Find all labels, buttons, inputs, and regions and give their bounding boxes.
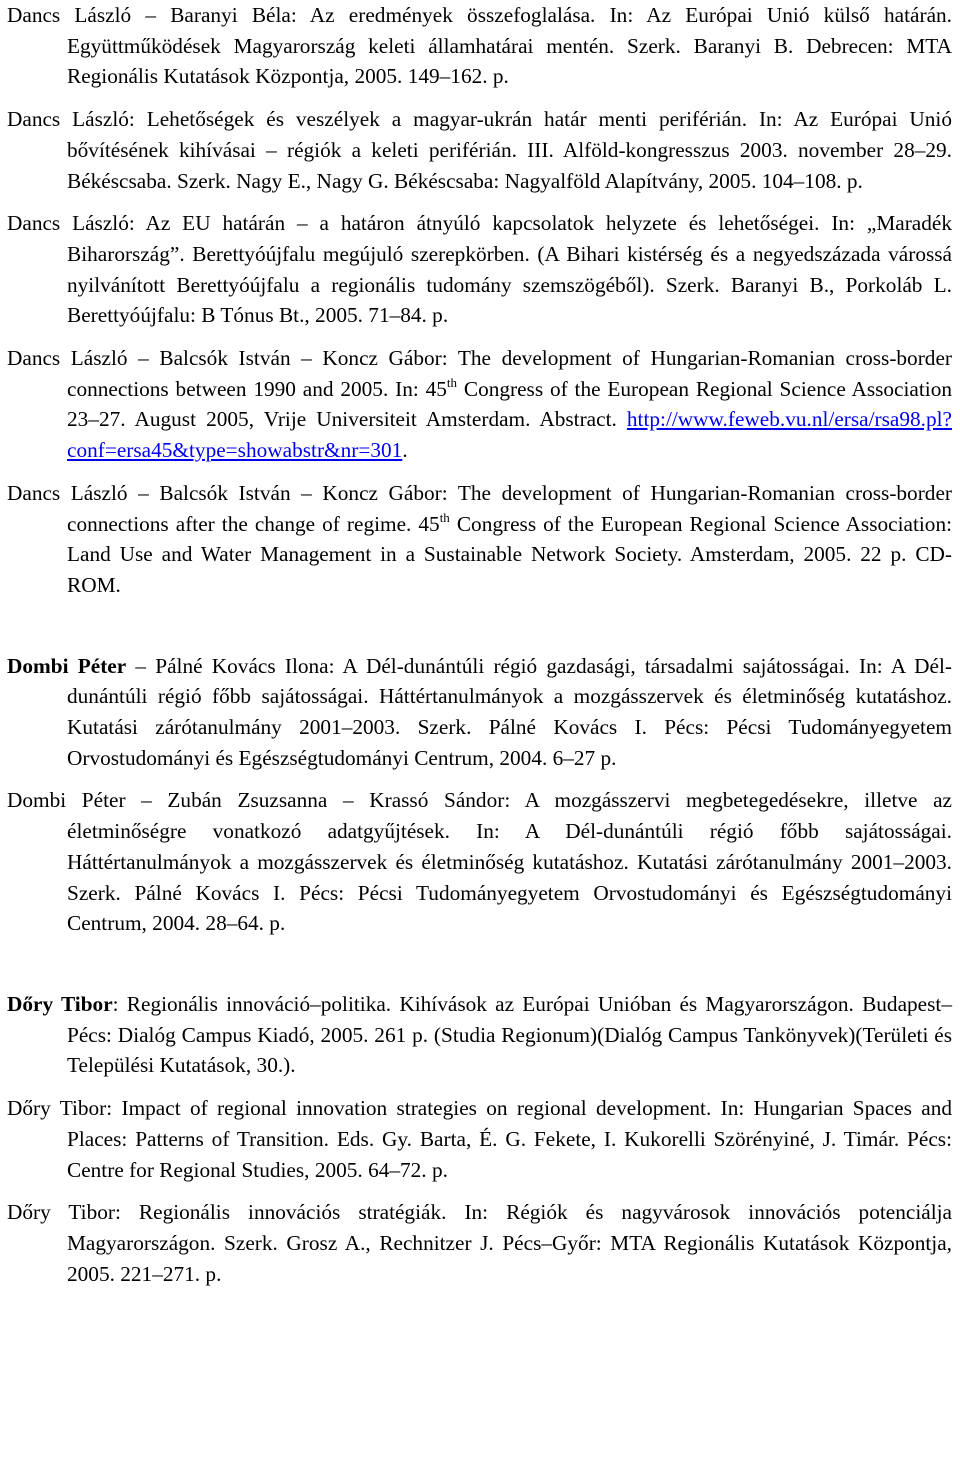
reference-text: – Pálné Kovács Ilona: A Dél-dunántúli régió gazdasági, társadalmi sajátosságai. In: A Dél-dunántúli régió főbb sajátosságai. Háttértanulmányok a mozgásszervek és életminőség kutatáshoz. Kutatási zárótanulmány 2001–2003. Szerk. Pálné Kovács I. Pécs: Pécsi Tudományegyetem Orvostudományi és Egészségtudományi Centrum, 2004. 6–27 p. xyxy=(67,653,952,770)
reference-text: : Regionális innováció–politika. Kihívások az Európai Unióban és Magyarországon. Budapest–Pécs: Dialóg Campus Kiadó, 2005. 261 p. (Studia Regionum)(Dialóg Campus Tankönyvek)(Területi és Települési Kutatások, 30.). xyxy=(67,991,952,1078)
reference-entry xyxy=(7,1093,952,1185)
reference-text: Congress of the European Regional Science Association 23–27. August 2005, Vrije Universiteit Amsterdam. Abstract. xyxy=(67,376,952,432)
reference-link[interactable]: http://www.feweb.vu.nl/ersa/rsa98.pl?conf=ersa45&type=showabstr&nr=301 xyxy=(67,407,952,463)
reference-entry xyxy=(7,651,952,774)
ordinal-superscript: th xyxy=(439,509,450,525)
reference-entry xyxy=(7,785,952,939)
reference-text: Dancs László – Baranyi Béla: Az eredmények összefoglalása. In: Az Európai Unió külső határán. Együttműködések Magyarország keleti államhatárai mentén. Szerk. Baranyi B. Debrecen: MTA Regionális Kutatások Központja, 2005. 149–162. p. xyxy=(7,3,952,89)
reference-entry xyxy=(7,0,952,92)
reference-text: Dancs László: Az EU határán – a határon átnyúló kapcsolatok helyzete és lehetőségei. In: „Maradék Biharország”. Berettyóújfalu megújuló szerepkörben. (A Bihari kistérség és a negyedszázada várossá nyilvánított Berettyóújfalu a regionális tudomány szemszögéből). Szerk. Baranyi B., Porkoláb L. Berettyóújfalu: B Tónus Bt., 2005. 71–84. p. xyxy=(7,211,952,328)
reference-entry xyxy=(7,1197,952,1289)
reference-entry xyxy=(7,208,952,331)
reference-entry xyxy=(7,343,952,466)
author-name: Dőry Tibor xyxy=(7,991,113,1016)
ordinal-superscript: th xyxy=(446,374,458,390)
reference-text: Congress of the European Regional Science Association: Land Use and Water Management in a Sustainable Network Society. Amsterdam, 2005. 22 p. CD-ROM. xyxy=(67,511,953,597)
reference-text: Dancs László – Balcsók István – Koncz Gábor: The development of Hungarian-Romanian cross-border connections after the change of regime. 45 xyxy=(7,480,952,536)
reference-text: Dőry Tibor: Regionális innovációs stratégiák. In: Régiók és nagyvárosok innovációs potenciálja Magyarországon. Szerk. Grosz A., Rechnitzer J. Pécs–Győr: MTA Regionális Kutatások Központja, 2005. 221–271. p. xyxy=(7,1200,952,1286)
reference-text: Dombi Péter – Zubán Zsuzsanna – Krassó Sándor: A mozgásszervi megbetegedésekre, illetve az életminőségre vonatkozó adatgyűjtések. In: A Dél-dunántúli régió főbb sajátosságai. Háttértanulmányok a mozgásszervek és életminőség kutatáshoz. Kutatási zárótanulmány 2001–2003. Szerk. Pálné Kovács I. Pécs: Pécsi Tudományegyetem Orvostudományi és Egészségtudományi Centrum, 2004. 28–64. p. xyxy=(7,788,952,936)
reference-entry xyxy=(7,478,952,601)
reference-entry xyxy=(7,989,952,1081)
reference-text: Dancs László: Lehetőségek és veszélyek a magyar-ukrán határ menti periférián. In: Az Európai Unió bővítésének kihívásai – régiók a keleti periférián. III. Alföld-kongresszus 2003. november 28–29. Békéscsaba. Szerk. Nagy E., Nagy G. Békéscsaba: Nagyalföld Alapítvány, 2005. 104–108. p. xyxy=(7,107,952,193)
reference-text: Dancs László – Balcsók István – Koncz Gábor: The development of Hungarian-Romanian cross-border connections between 1990 and 2005. In: 45 xyxy=(7,346,952,401)
reference-entry xyxy=(7,104,952,196)
author-name: Dombi Péter xyxy=(7,653,127,678)
reference-text: Dőry Tibor: Impact of regional innovation strategies on regional development. In: Hungarian Spaces and Places: Patterns of Transition. Eds. Gy. Barta, É. G. Fekete, I. Kukorelli Szörényiné, J. Timár. Pécs: Centre for Regional Studies, 2005. 64–72. p. xyxy=(7,1096,952,1182)
reference-text: . xyxy=(402,438,408,463)
